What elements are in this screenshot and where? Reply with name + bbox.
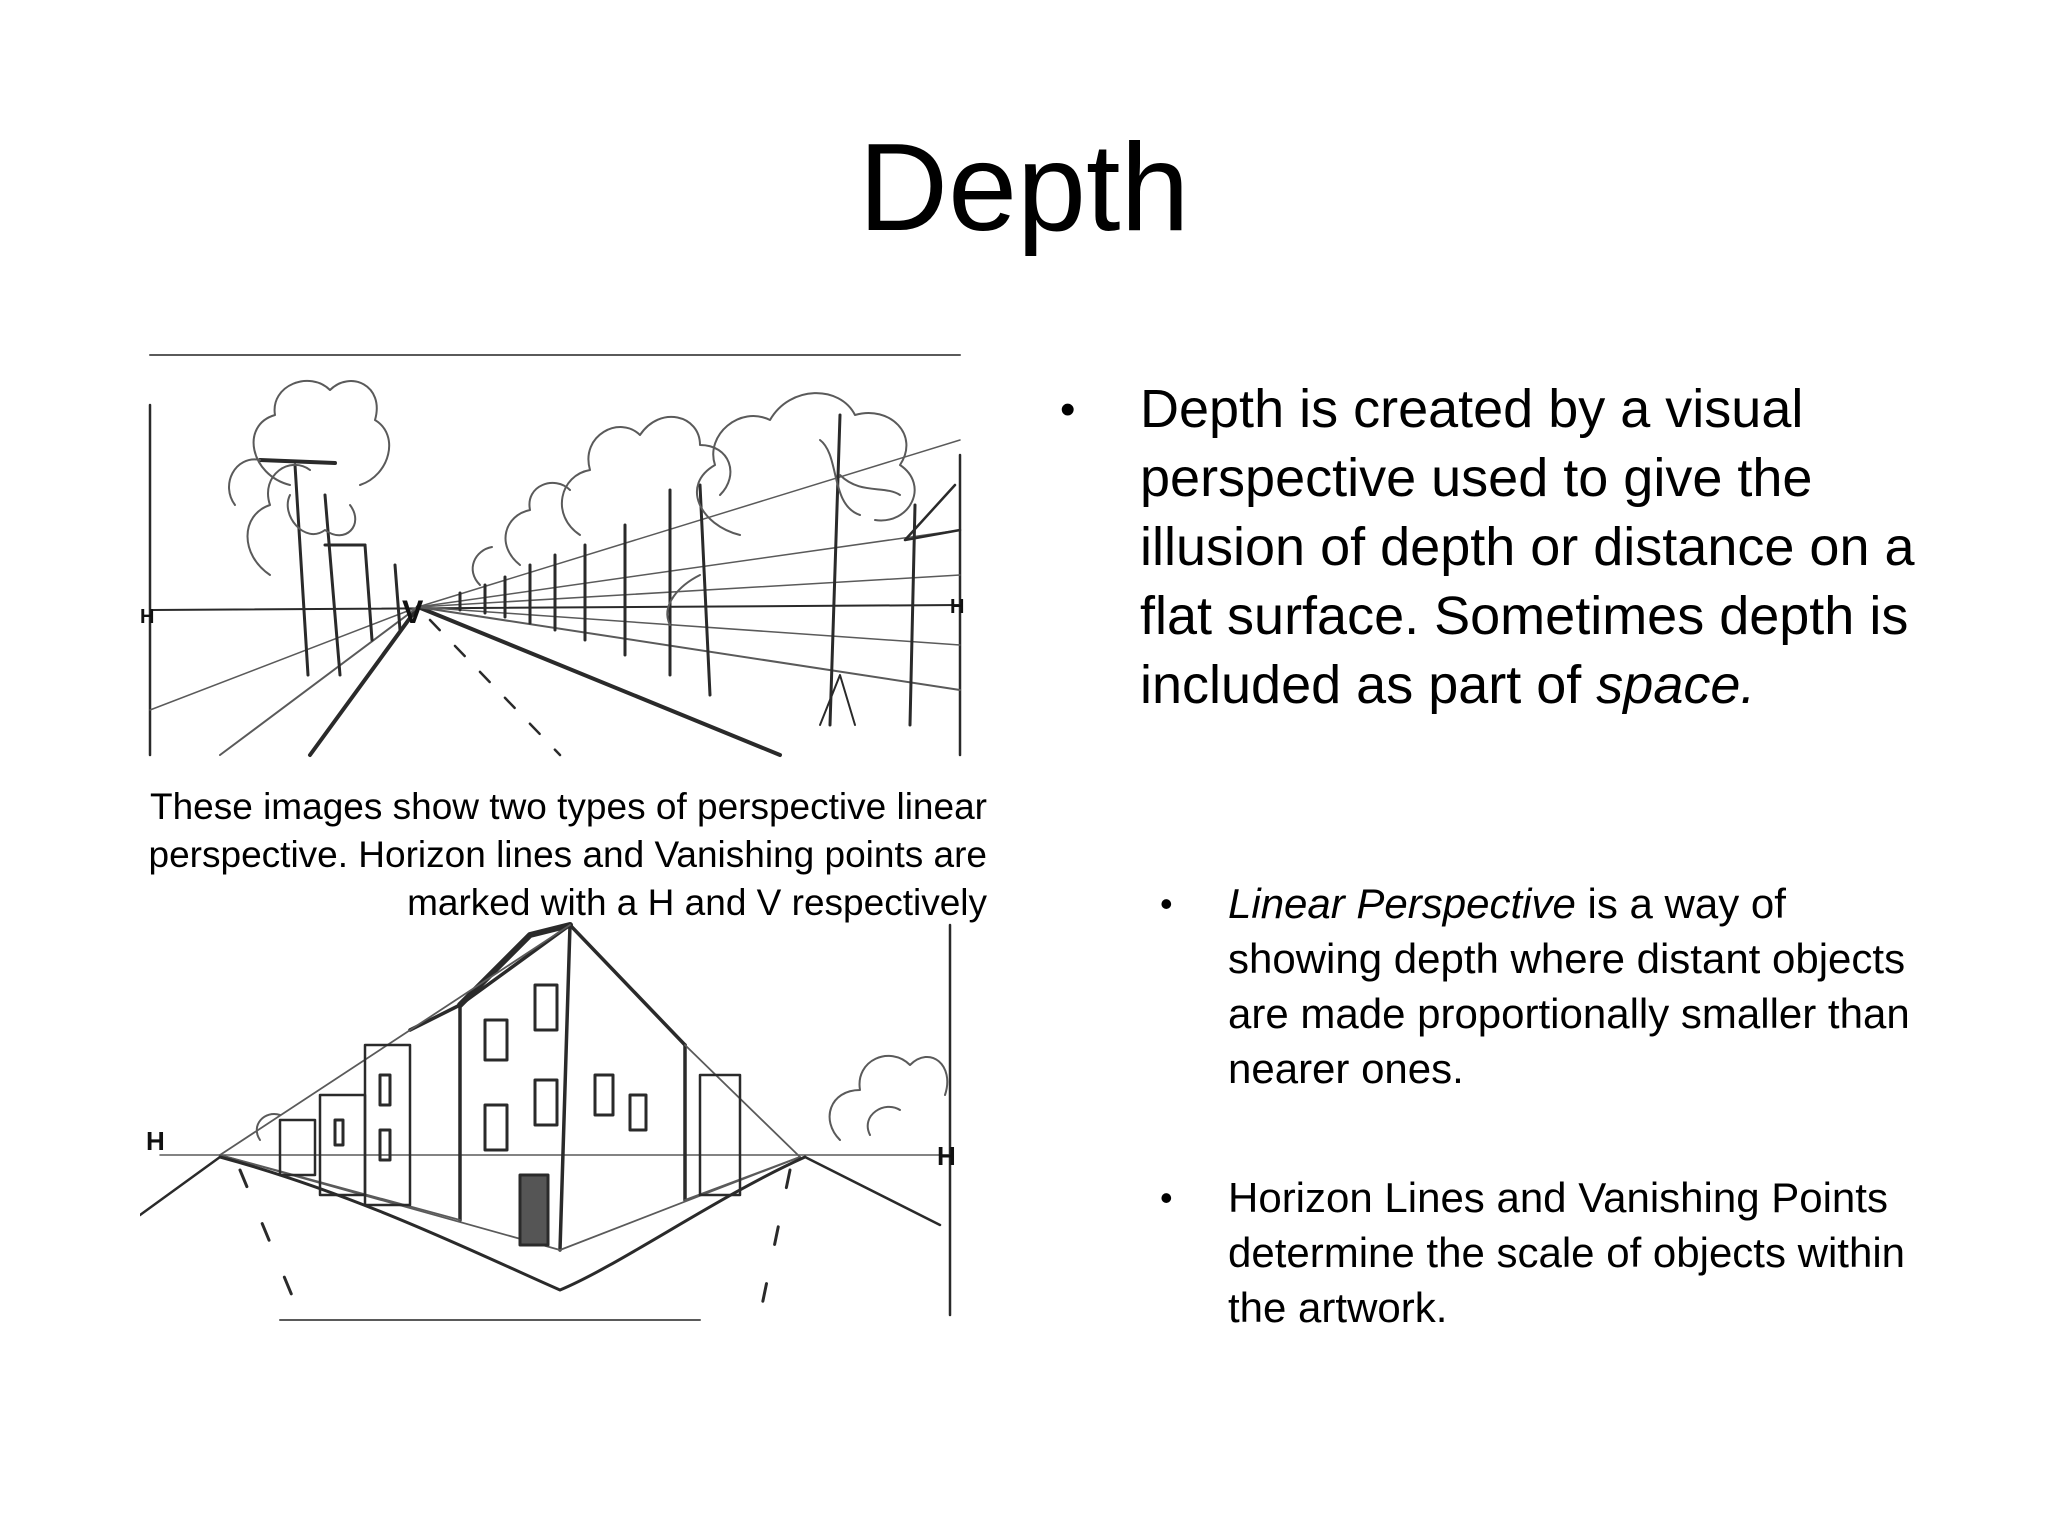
- horizon-right-marker: H: [950, 596, 965, 618]
- horizon-left-marker: H: [140, 606, 155, 628]
- sub-bullet-text: [1228, 876, 1928, 1096]
- two-point-perspective-sketch: [140, 895, 970, 1330]
- one-point-perspective-sketch: [140, 345, 970, 760]
- horizon-left-marker: H: [146, 1126, 165, 1156]
- sub-bullet-body: is a way of showing depth where distant objects are made proportionally smaller than nearer ones.: [1228, 880, 1910, 1092]
- bullet-glyph: •: [1060, 385, 1076, 434]
- horizon-right-marker: H: [937, 1141, 956, 1171]
- sub-bullet-emphasis: Linear Perspective: [1228, 880, 1576, 927]
- main-bullet-text: [1140, 375, 1970, 720]
- bullet-glyph: •: [1160, 1177, 1173, 1218]
- main-bullet-body: Depth is created by a visual perspective used to give the illusion of depth or distance on a flat surface. Sometimes depth is included as part of: [1140, 379, 1915, 715]
- vanishing-point-marker: V: [402, 594, 424, 630]
- sub-bullet-text: Horizon Lines and Vanishing Points determine the scale of objects within the artwork.: [1228, 1174, 1906, 1331]
- bullet-glyph: •: [1160, 883, 1173, 924]
- sketch-caption: These images show two types of perspective linear perspective. Horizon lines and Vanishing points are marked with a H and V respectively: [148, 786, 987, 923]
- slide-title: Depth: [858, 119, 1190, 257]
- main-bullet-emphasis: space.: [1596, 655, 1756, 715]
